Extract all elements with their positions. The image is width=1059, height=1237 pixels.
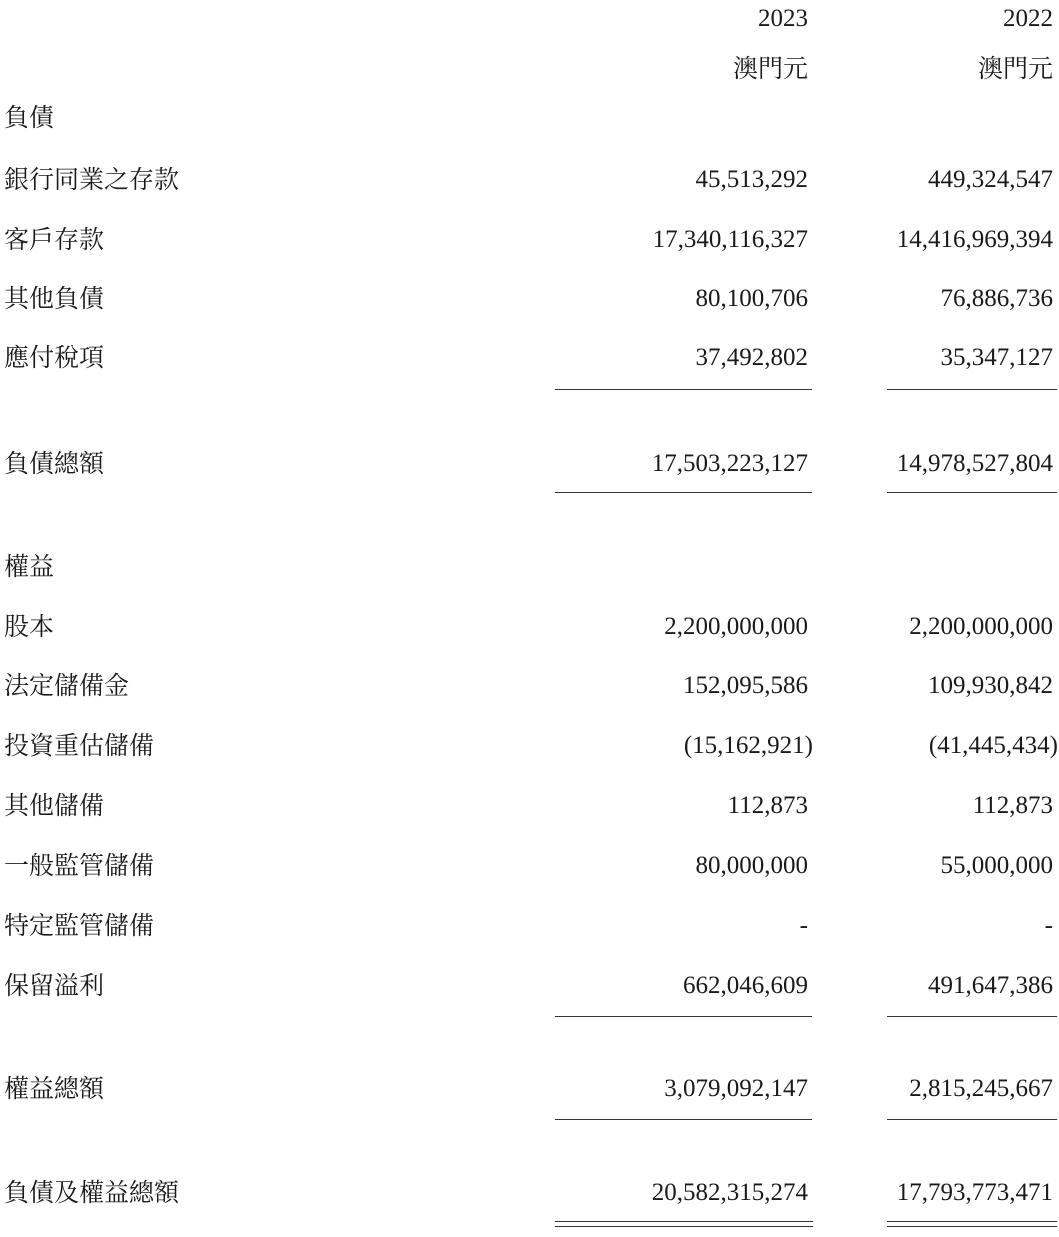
row-value-2023: (15,162,921) (683, 732, 813, 759)
row-value-2022: 55,000,000 (940, 852, 1053, 879)
year-2022-header: 2022 (1003, 5, 1053, 32)
row-label: 其他負債 (4, 284, 105, 313)
total-liabilities-2022: 14,978,527,804 (896, 450, 1053, 477)
total-rule (555, 492, 812, 493)
total-equity-label: 權益總額 (4, 1074, 105, 1103)
row-value-2022: 76,886,736 (940, 285, 1053, 312)
row-value-2022: 491,647,386 (928, 972, 1053, 999)
row-label: 應付稅項 (4, 343, 105, 372)
row-label: 保留溢利 (4, 971, 105, 1000)
subtotal-rule (555, 389, 812, 390)
row-value-2023: 662,046,609 (683, 972, 808, 999)
row-label: 法定儲備金 (4, 671, 130, 700)
total-equity-2023: 3,079,092,147 (664, 1075, 808, 1102)
row-value-2023: 80,000,000 (695, 852, 808, 879)
row-value-2023: 152,095,586 (683, 672, 808, 699)
row-value-2023: 2,200,000,000 (664, 613, 808, 640)
row-value-2023: - (799, 912, 808, 939)
row-label: 其他儲備 (4, 791, 105, 820)
total-liabilities-2023: 17,503,223,127 (651, 450, 808, 477)
currency-unit-2023: 澳門元 (732, 54, 808, 83)
row-value-2022: - (1044, 912, 1053, 939)
row-value-2023: 112,873 (727, 792, 808, 819)
total-liabilities-and-equity-2023: 20,582,315,274 (651, 1179, 808, 1206)
row-value-2022: 449,324,547 (928, 166, 1053, 193)
total-rule (887, 1119, 1057, 1120)
subtotal-rule (887, 389, 1057, 390)
total-rule (887, 492, 1057, 493)
total-liabilities-and-equity-2022: 17,793,773,471 (896, 1179, 1053, 1206)
total-rule (555, 1119, 812, 1120)
row-value-2022: 35,347,127 (940, 344, 1053, 371)
row-label: 特定監管儲備 (4, 911, 155, 940)
row-label: 股本 (4, 612, 55, 641)
subtotal-rule (887, 1016, 1057, 1017)
row-label: 投資重估儲備 (4, 731, 155, 760)
total-liabilities-label: 負債總額 (4, 449, 105, 478)
row-value-2023: 45,513,292 (695, 166, 808, 193)
grand-total-double-rule (555, 1221, 813, 1227)
grand-total-double-rule (887, 1221, 1057, 1227)
row-value-2023: 37,492,802 (695, 344, 808, 371)
row-value-2022: 112,873 (972, 792, 1053, 819)
row-label: 一般監管儲備 (4, 851, 155, 880)
row-value-2022: 2,200,000,000 (909, 613, 1053, 640)
total-equity-2022: 2,815,245,667 (909, 1075, 1053, 1102)
row-value-2023: 80,100,706 (695, 285, 808, 312)
total-liabilities-and-equity-label: 負債及權益總額 (4, 1178, 180, 1207)
section-equity-heading: 權益 (4, 552, 55, 581)
row-value-2022: 14,416,969,394 (896, 226, 1053, 253)
row-value-2022: 109,930,842 (928, 672, 1053, 699)
section-liabilities-heading: 負債 (4, 103, 55, 132)
subtotal-rule (555, 1016, 812, 1017)
row-label: 客戶存款 (4, 225, 105, 254)
row-value-2023: 17,340,116,327 (652, 226, 808, 253)
row-value-2022: (41,445,434) (928, 732, 1058, 759)
year-2023-header: 2023 (758, 5, 808, 32)
currency-unit-2022: 澳門元 (977, 54, 1053, 83)
row-label: 銀行同業之存款 (4, 165, 180, 194)
